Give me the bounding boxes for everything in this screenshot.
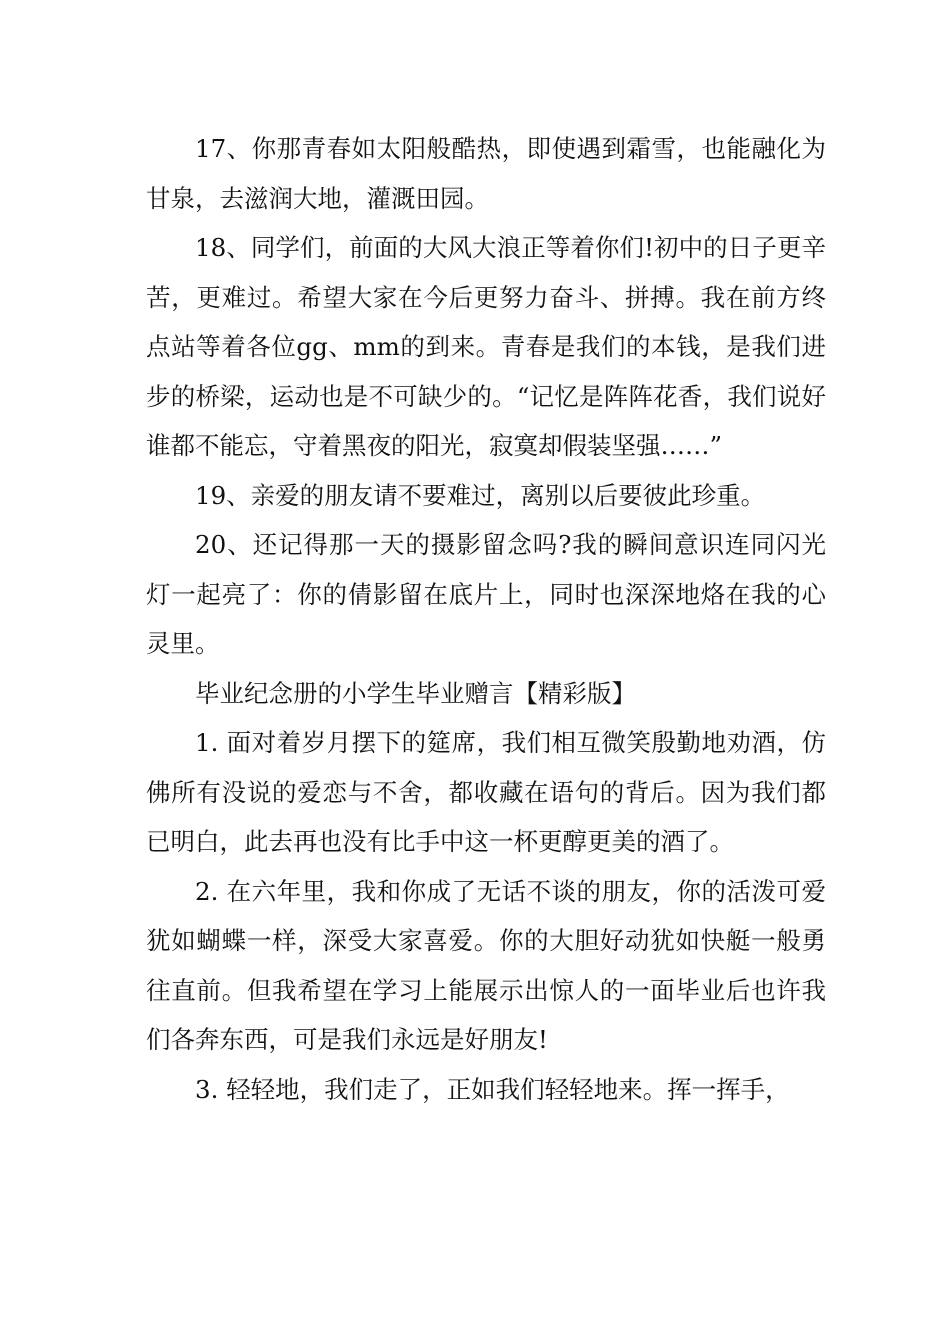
paragraph-3: 3. 轻轻地，我们走了，正如我们轻轻地来。挥一挥手，	[195, 1074, 790, 1104]
paragraph-1: 1. 面对着岁月摆下的筵席，我们相互微笑殷勤地劝酒，仿佛所有没说的爱恋与不舍，都收藏在语句的背后。因为我们都已明白，此去再也没有比手中这一杯更醇更美的酒了。	[146, 728, 826, 856]
paragraph-17: 17、你那青春如太阳般酷热，即使遇到霜雪，也能融化为甘泉，去滋润大地，灌溉田园。	[146, 134, 826, 213]
section-heading: 毕业纪念册的小学生毕业赠言【精彩版】	[195, 678, 636, 708]
paragraph-2: 2. 在六年里，我和你成了无话不谈的朋友，你的活泼可爱犹如蝴蝶一样，深受大家喜爱。你的大胆好动犹如快艇一般勇往直前。但我希望在学习上能展示出惊人的一面毕业后也许我们各奔东西，可是我们永远是好朋友!	[146, 876, 826, 1054]
document-body	[146, 124, 826, 1114]
paragraph-20: 20、还记得那一天的摄影留念吗?我的瞬间意识连同闪光灯一起亮了：你的倩影留在底片上，同时也深深地烙在我的心灵里。	[146, 530, 826, 658]
paragraph-19: 19、亲爱的朋友请不要难过，离别以后要彼此珍重。	[195, 480, 766, 510]
paragraph-18: 18、同学们，前面的大风大浪正等着你们!初中的日子更辛苦，更难过。希望大家在今后更努力奋斗、拼搏。我在前方终点站等着各位gg、mm的到来。青春是我们的本钱，是我们进步的桥梁，运动也是不可缺少的。“记忆是阵阵花香，我们说好谁都不能忘，守着黑夜的阳光，寂寞却假装坚强……”	[146, 233, 826, 460]
